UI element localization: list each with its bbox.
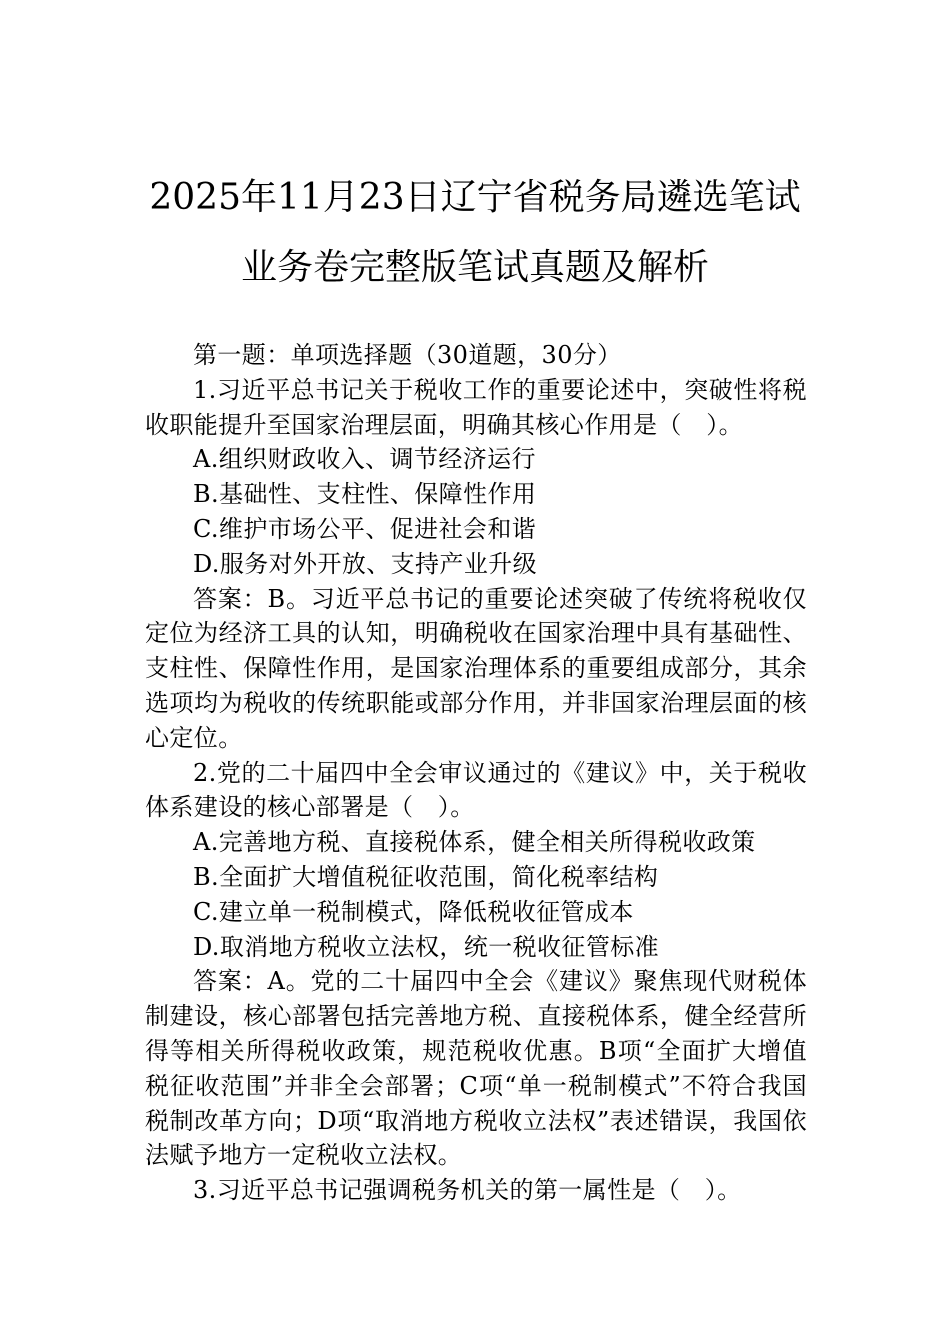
question-2-answer: 答案：A。党的二十届四中全会《建议》聚焦现代财税体制建设，核心部署包括完善地方税、直接税体系，健全经营所得等相关所得税收政策，规范税收优惠。B项“全面扩大增值税征收范围”并非全会部署；C项“单一税制模式”不符合我国税制改革方向；D项“取消地方税收立法权”表述错误，我国依法赋予地方一定税收立法权。	[145, 967, 807, 1170]
document-body	[145, 338, 807, 1208]
question-2-stem: 2.党的二十届四中全会审议通过的《建议》中，关于税收体系建设的核心部署是（ ）。	[145, 758, 807, 822]
document-title-line-1: 2025年11月23日辽宁省税务局遴选笔试	[149, 177, 801, 218]
question-2-option-a: A.完善地方税、直接税体系，健全相关所得税收政策	[193, 828, 756, 857]
question-3-stem: 3.习近平总书记强调税务机关的第一属性是（ ）。	[193, 1176, 742, 1205]
question-2-option-d: D.取消地方税收立法权，统一税收征管标准	[193, 932, 660, 961]
question-1-option-b: B.基础性、支柱性、保障性作用	[193, 480, 537, 509]
question-1-option-d: D.服务对外开放、支持产业升级	[193, 549, 538, 578]
question-2-option-c: C.建立单一税制模式，降低税收征管成本	[193, 897, 634, 926]
question-1-answer: 答案：B。习近平总书记的重要论述突破了传统将税收仅定位为经济工具的认知，明确税收在国家治理中具有基础性、支柱性、保障性作用，是国家治理体系的重要组成部分，其余选项均为税收的传统职能或部分作用，并非国家治理层面的核心定位。	[145, 584, 807, 752]
question-2-option-b: B.全面扩大增值税征收范围，简化税率结构	[193, 862, 659, 891]
question-1-option-a: A.组织财政收入、调节经济运行	[193, 445, 536, 474]
document-title-line-2: 业务卷完整版笔试真题及解析	[240, 247, 709, 288]
question-1-option-c: C.维护市场公平、促进社会和谐	[193, 514, 537, 543]
section-heading: 第一题：单项选择题（30道题，30分）	[193, 341, 622, 369]
question-1-stem: 1.习近平总书记关于税收工作的重要论述中，突破性将税收职能提升至国家治理层面，明确其核心作用是（ ）。	[145, 375, 807, 439]
